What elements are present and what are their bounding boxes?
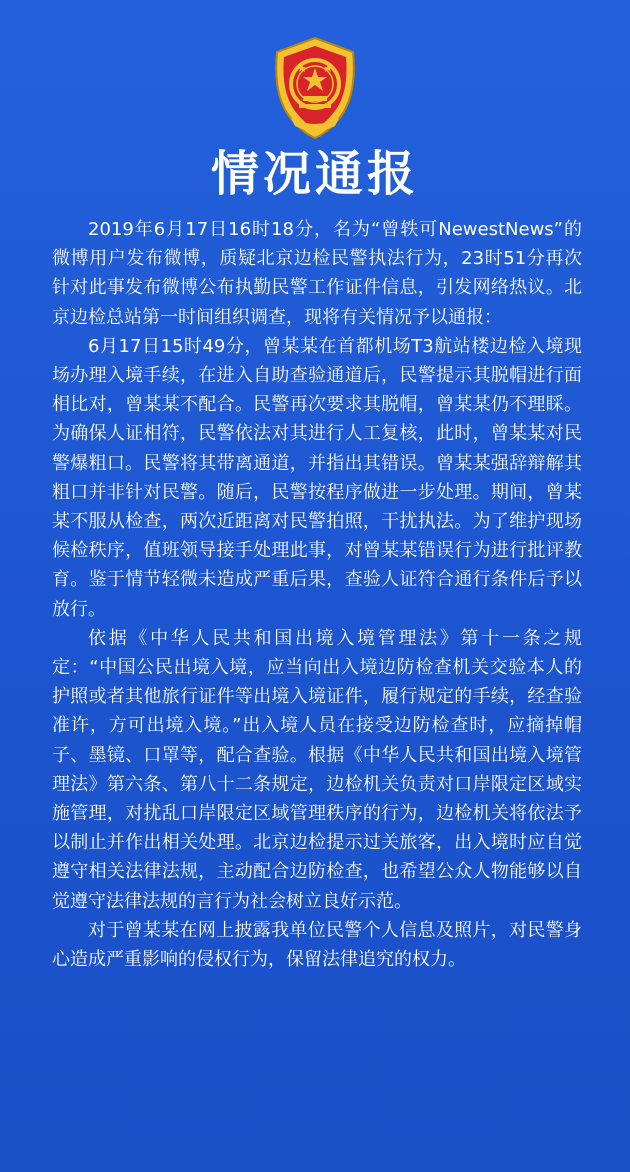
notice-paragraph: 2019年6月17日16时18分，名为“曾轶可NewestNews”的微博用户发布微博，质疑北京边检民警执法行为，23时51分再次针对此事发布微博公布执勤民警工作证件信息，引发网络热议。北京边检总站第一时间组织调查，现将有关情况予以通报： [52, 219, 582, 328]
notice-paragraph: 对于曾某某在网上披露我单位民警个人信息及照片，对民警身心造成严重影响的侵权行为，保留法律追究的权力。 [52, 919, 582, 971]
notice-paragraph: 6月17日15时49分，曾某某在首都机场T3航站楼边检入境现场办理入境手续，在进入自助查验通道后，民警提示其脱帽进行面相比对，曾某某不配合。民警再次要求其脱帽，曾某某仍不理睬。为确保人证相符，民警依法对其进行人工复核，此时，曾某某对民警爆粗口。民警将其带离通道，并指出其错误。曾某某强辞辩解其粗口并非针对民警。随后，民警按程序做进一步处理。期间，曾某某不服从检查，两次近距离对民警拍照，干扰执法。为了维护现场候检秩序，值班领导接手处理此事，对曾某某错误行为进行批评教育。鉴于情节轻微未造成严重后果，查验人证符合通行条件后予以放行。 [52, 335, 582, 620]
notice-title: 情况通报 [210, 146, 419, 202]
notice-paragraph: 依据《中华人民共和国出境入境管理法》第十一条之规定：“中国公民出境入境，应当向出入境边防检查机关交验本人的护照或者其他旅行证件等出境入境证件，履行规定的手续，经查验准许，方可出境入境。”出入境人员在接受边防检查时，应摘掉帽子、墨镜、口罩等，配合查验。根据《中华人民共和国出境入境管理法》第六条、第八十二条规定，边检机关负责对口岸限定区域实施管理，对扰乱口岸限定区域管理秩序的行为，边检机关将依法予以制止并作出相关处理。北京边检提示过关旅客，出入境时应自觉遵守相关法律法规，主动配合边防检查，也希望公众人物能够以自觉遵守法律法规的言行为社会树立良好示范。 [52, 627, 582, 912]
police-emblem-icon [265, 34, 365, 142]
notice-body [52, 215, 582, 974]
